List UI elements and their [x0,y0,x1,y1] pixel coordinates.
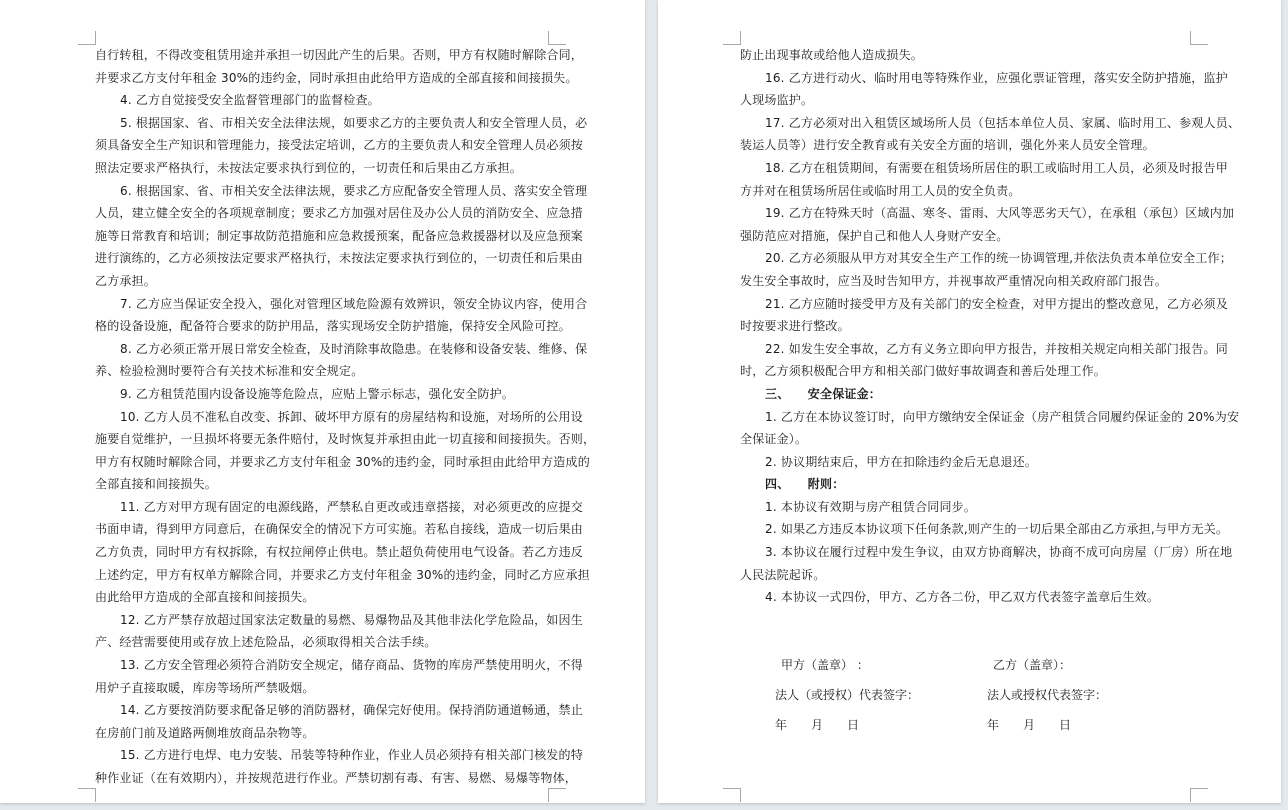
text-line: 人员，建立健全安全的各项规章制度；要求乙方加强对居住及办公人员的消防安全、应急措 [95,206,584,221]
text-line: 10. 乙方人员不准私自改变、拆卸、破坏甲方原有的房屋结构和设施，对场所的公用设 [120,409,583,424]
text-line: 19. 乙方在特殊天时（高温、寒冬、雷雨、大风等恶劣天气），在承租（承包）区域内加 [765,206,1235,221]
text-line: 15. 乙方进行电焊、电力安装、吊装等特种作业，作业人员必须持有相关部门核发的特 [120,748,583,763]
text-line: 用炉子直接取暖，库房等场所严禁吸烟。 [95,680,315,695]
text-line: 四、 附则： [765,477,845,492]
margin-mark-bottom-left [723,788,741,802]
text-line: 乙方承担。 [95,273,157,288]
text-line: 1. 乙方在本协议签订时，向甲方缴纳安全保证金（房产租赁合同履约保证金的 20%为安 [765,409,1240,424]
text-line: 12. 乙方严禁存放超过国家法定数量的易燃、易爆物品及其他非法化学危险品，如因生 [120,612,583,627]
text-line: 照法定要求严格执行，未按法定要求执行到位的，一切责任和后果由乙方承担。 [95,160,523,175]
party-a-seal-label: 甲方（盖章） ： [781,658,869,672]
text-line: 7. 乙方应当保证安全投入，强化对管理区域危险源有效辨识，领安全协议内容，使用合 [120,296,588,311]
page1-text[interactable] [95,44,596,790]
margin-mark-top-left [78,31,96,45]
text-line: 方并对在租赁场所居住或临时用工人员的安全负责。 [740,183,1021,198]
text-line: 9. 乙方租赁范围内设备设施等危险点，应贴上警示标志，强化安全防护。 [120,386,515,401]
text-line: 上述约定，甲方有权单方解除合同，并要求乙方支付年租金 30%的违约金，同时乙方应承担 [95,567,590,582]
party-a-rep-label: 法人（或授权）代表签字： [775,688,920,702]
text-line: 施要自觉维护，一旦损坏将要无条件赔付，及时恢复并承担由此一切直接和间接损失。否则， [95,432,596,447]
margin-mark-bottom-right [548,788,566,802]
text-line: 须具备安全生产知识和管理能力，接受法定培训，乙方的主要负责人和安全管理人员必须按 [95,138,584,153]
text-line: 2. 如果乙方违反本协议项下任何条款,则产生的一切后果全部由乙方承担,与甲方无关。 [765,522,1229,537]
margin-mark-top-right [548,31,566,45]
signature-rep-row [775,680,1107,710]
page-2[interactable] [658,0,1281,803]
text-line: 3. 本协议在履行过程中发生争议，由双方协商解决，协商不成可向房屋（厂房）所在地 [765,545,1233,560]
text-line: 20. 乙方必须服从甲方对其安全生产工作的统一协调管理,并依法负责本单位安全工作； [765,251,1232,266]
text-line: 格的设备设施，配备符合要求的防护用品，落实现场安全防护措施，保持安全风险可控。 [95,319,571,334]
text-line: 自行转租，不得改变租赁用途并承担一切因此产生的后果。否则，甲方有权随时解除合同， [95,48,584,62]
text-line: 发生安全事故时，应当及时告知甲方，并视事故严重情况向相关政府部门报告。 [740,273,1168,288]
margin-mark-top-left [723,31,741,45]
text-line: 11. 乙方对甲方现有固定的电源线路，严禁私自更改或违章搭接，对必须更改的应提交 [120,499,583,514]
party-b-rep-label: 法人或授权代表签字： [987,688,1108,702]
party-b-date-label: 年 月 日 [987,718,1072,732]
text-line: 2. 协议期结束后，甲方在扣除违约金后无息退还。 [765,454,1038,469]
text-line: 16. 乙方进行动火、临时用电等特殊作业，应强化票证管理，落实安全防护措施，监护 [765,70,1228,85]
text-line: 书面申请，得到甲方同意后，在确保安全的情况下方可实施。若私自接线，造成一切后果由 [95,522,584,537]
text-line: 4. 乙方自觉接受安全监督管理部门的监督检查。 [120,93,380,108]
text-line: 14. 乙方要按消防要求配备足够的消防器材，确保完好使用。保持消防通道畅通，禁止 [120,703,583,718]
text-line: 强防范应对措施，保护自己和他人人身财产安全。 [740,228,1009,243]
text-line: 全保证金）。 [740,432,808,447]
text-line: 全部直接和间接损失。 [95,477,218,492]
text-line: 人民法院起诉。 [740,567,826,582]
margin-mark-bottom-left [78,788,96,802]
text-line: 5. 根据国家、省、市相关安全法律法规，如要求乙方的主要负责人和安全管理人员，必 [120,115,588,130]
text-line: 6. 根据国家、省、市相关安全法律法规，要求乙方应配备安全管理人员、落实安全管理 [120,183,588,198]
text-line: 三、 安全保证金： [765,386,882,401]
text-line: 装运人员等）进行安全教育或有关安全方面的培训，强化外来人员安全管理。 [740,138,1155,153]
margin-mark-top-right [1190,31,1208,45]
text-line: 甲方有权随时解除合同，并要求乙方支付年租金 30%的违约金，同时承担由此给甲方造成的 [95,454,590,469]
text-line: 养、检验检测时要符合有关技术标准和安全规定。 [95,364,364,379]
text-line: 产、经营需要使用或存放上述危险品，必须取得相关合法手续。 [95,635,437,650]
text-line: 8. 乙方必须正常开展日常安全检查，及时消除事故隐患。在装修和设备安装、维修、保 [120,341,588,356]
page2-text[interactable] [740,44,1241,609]
text-line: 1. 本协议有效期与房产租赁合同同步。 [765,499,977,514]
text-line: 乙方负责，同时甲方有权拆除，有权拉闸停止供电。禁止超负荷使用电气设备。若乙方违反 [95,545,584,560]
text-line: 4. 本协议一式四份，甲方、乙方各二份，甲乙双方代表签字盖章后生效。 [765,590,1160,605]
text-line: 在房前门前及道路两侧堆放商品杂物等。 [95,725,315,740]
text-line: 22. 如发生安全事故，乙方有义务立即向甲方报告，并按相关规定向相关部门报告。同 [765,341,1228,356]
text-line: 人现场监护。 [740,93,814,108]
text-line: 并要求乙方支付年租金 30%的违约金，同时承担由此给甲方造成的全部直接和间接损失。 [95,70,578,85]
text-line: 由此给甲方造成的全部直接和间接损失。 [95,590,315,605]
text-line: 时，乙方须积极配合甲方和相关部门做好事故调查和善后处理工作。 [740,364,1107,379]
page-1[interactable] [0,0,645,803]
text-line: 防止出现事故或给他人造成损失。 [740,48,924,62]
text-line: 种作业证（在有效期内），并按规范进行作业。严禁切割有毒、有害、易燃、易爆等物体， [95,771,578,785]
party-a-date-label: 年 月 日 [775,718,860,732]
signature-date-row [775,710,1107,740]
text-line: 时按要求进行整改。 [740,319,850,334]
text-line: 17. 乙方必须对出入租赁区域场所人员（包括本单位人员、家属、临时用工、参观人员、 [765,115,1241,130]
party-b-seal-label: 乙方（盖章）： [993,658,1072,672]
text-line: 施等日常教育和培训；制定事故防范措施和应急救援预案，配备应急救援器材以及应急预案 [95,228,584,243]
text-line: 进行演练的，乙方必须按法定要求严格执行，未按法定要求执行到位的，一切责任和后果由 [95,251,584,266]
text-line: 13. 乙方安全管理必须符合消防安全规定，储存商品、货物的库房严禁使用明火，不得 [120,658,583,673]
text-line: 18. 乙方在租赁期间，有需要在租赁场所居住的职工或临时用工人员，必须及时报告甲 [765,160,1228,175]
signature-block [775,650,1107,740]
signature-seal-row [775,650,1107,680]
margin-mark-bottom-right [1190,788,1208,802]
text-line: 21. 乙方应随时接受甲方及有关部门的安全检查，对甲方提出的整改意见，乙方必须及 [765,296,1228,311]
